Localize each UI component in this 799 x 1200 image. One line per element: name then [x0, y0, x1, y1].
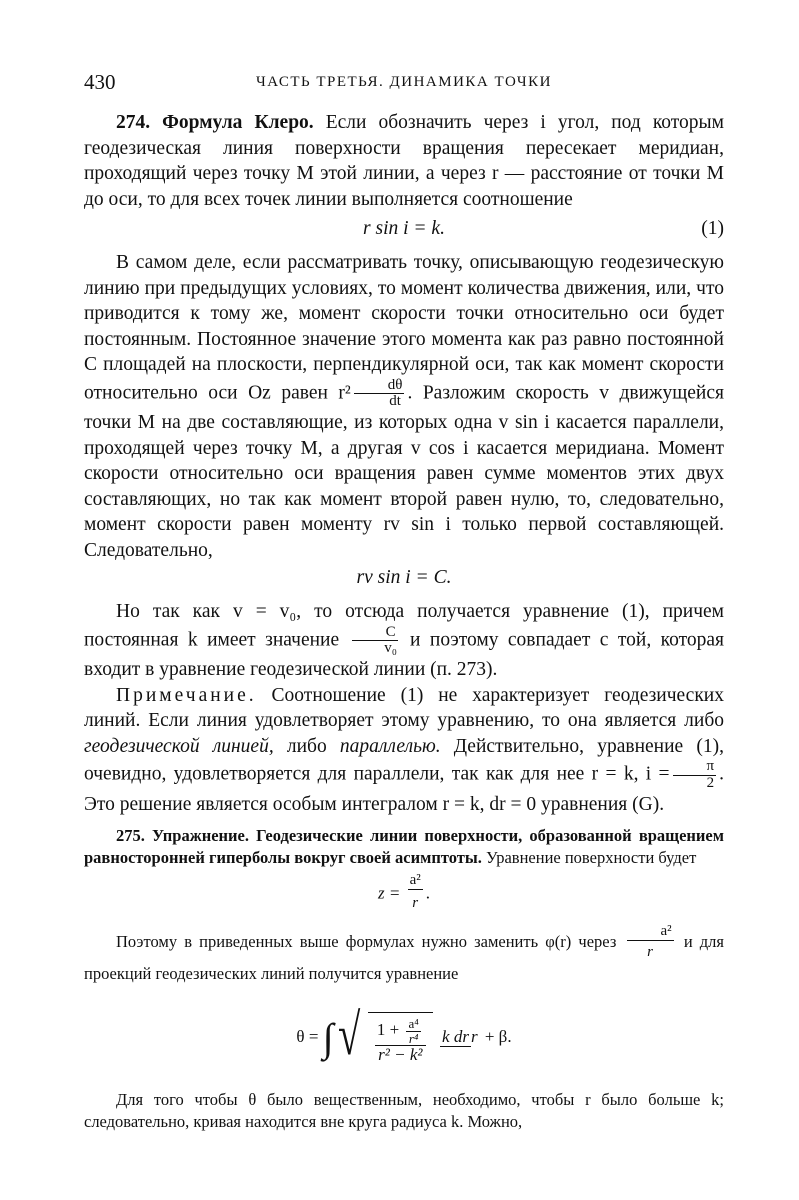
sec275-paragraph-3 [84, 1089, 724, 1133]
sec274-paragraph-2 [84, 250, 724, 563]
equation-1 [84, 216, 724, 242]
radical-sign: √ [337, 1001, 361, 1067]
sec275 [84, 825, 724, 1133]
pi-over-2-num: π [673, 759, 717, 776]
kdr-over-r-fraction [440, 1028, 478, 1047]
note-text-c: . Это решение является особым интегралом r = k, dr = 0 уравнения (G). [84, 763, 724, 815]
sec275-p2b: и для проекций геодезических линий получится уравнение [84, 931, 725, 983]
theta-eq-end: + β. [484, 1026, 512, 1046]
sec275-p1-text: Уравнение поверхности будет [485, 848, 697, 867]
a2-over-r-fraction [627, 924, 674, 963]
surface-eq-fraction [408, 873, 423, 916]
note-label: Примечание. [116, 684, 257, 706]
sec274-p3b: и поэтому совпадает с той, которая входит в уравнение геодезической линии (п. 273). [84, 629, 725, 680]
equation-2 [84, 565, 724, 591]
sec275-paragraph-2 [84, 924, 724, 985]
radicand [368, 1012, 433, 1063]
pi-over-2-den: 2 [706, 774, 715, 791]
equation-1-number: (1) [701, 218, 724, 239]
surface-equation [84, 873, 724, 916]
theta-eq-left: θ = [296, 1026, 319, 1046]
sec274-p3a: Но так как v = v₀, то отсюда получается уравнение (1), причем постоянная k имеет значение [84, 601, 724, 651]
sec274-p2b: . Разложим скорость v движущейся точки M на две составляющие, из которых одна v sin i касается параллели, проходящей через точку M, а другая v cos i касается меридиана. Момент скорости относительно оси вращения равен сумме моментов этих двух составляющих, но так как момент второй равен нулю, то, следовательно, момент скорости равен моменту rv sin i только первой составляющей. Следовательно, [84, 382, 724, 561]
pi-over-2-fraction [673, 759, 717, 792]
a2-over-r-num: a² [627, 924, 674, 941]
a4-over-r4-fraction [406, 1017, 420, 1045]
sec275-p3-text: Для того чтобы θ было вещественным, необходимо, чтобы r было больше k; следовательно, кривая находится вне круга радиуса k. Можно, [84, 1089, 724, 1131]
kdr-over-r-den: r [470, 1027, 478, 1047]
surface-eq-end: . [425, 883, 430, 903]
sec274-paragraph-1 [84, 110, 724, 212]
page-header [84, 70, 724, 96]
surface-eq-left: z = [378, 883, 401, 903]
radicand-one-plus: 1 + [376, 1020, 400, 1039]
integral-sign: ∫ [322, 1014, 334, 1060]
c-over-v0-fraction [352, 625, 398, 658]
radicand-denominator: r² − k² [378, 1045, 423, 1065]
sec275-paragraph-1 [84, 825, 724, 869]
theta-equation [84, 995, 724, 1079]
surface-eq-den: r [412, 894, 419, 911]
note-parallel: параллелью. [339, 735, 441, 757]
a4-over-r4-den: r⁴ [408, 1030, 419, 1046]
note-or: либо [286, 735, 327, 757]
dtheta-dt-num: dθ [354, 378, 405, 395]
sec274-paragraph-3 [84, 599, 724, 683]
sec274-p1-text: Если обозначить через i угол, под которым геодезическая линия поверхности вращения пересекает меридиан, проходящий через точку M этой линии, а через r — расстояние от точки M до оси, то для всех точек линии выполняется соотношение [84, 112, 724, 210]
running-title: ЧАСТЬ ТРЕТЬЯ. ДИНАМИКА ТОЧКИ [255, 74, 552, 90]
surface-eq-num: a² [409, 872, 421, 888]
kdr-over-r-num: k dr [442, 1027, 469, 1047]
equation-1-body: r sin i = k. [363, 218, 445, 239]
sec274-p2a: В самом деле, если рассматривать точку, описывающую геодезическую линию при предыдущих условиях, то момент количества движения, или, что приводится к тому же, момент скорости точки относительно оси будет постоянным. Постоянное значение этого момента как раз равно постоянной C площадей на плоскости, перпендикулярной оси, так как момент скорости относительно оси Oz равен r² [84, 252, 724, 404]
sec274-heading: 274. Формула Клеро. [116, 112, 314, 133]
note-geodesic: геодезической линией, [84, 735, 274, 757]
square-root [337, 1001, 433, 1067]
note-text-b: Действительно, уравнение (1), очевидно, удовлетворяется для параллели, так как для нее r = k, i = [84, 735, 724, 785]
note-text-a: Соотношение (1) не характеризует геодезических линий. Если линия удовлетворяет этому уравнению, то она является либо [84, 684, 724, 731]
page-number: 430 [84, 70, 116, 94]
a2-over-r-den: r [647, 943, 653, 960]
sec275-p2a: Поэтому в приведенных выше формулах нужно заменить φ(r) через [116, 931, 617, 951]
radicand-numerator [375, 1017, 426, 1046]
c-over-v0-den: v₀ [384, 640, 397, 657]
dtheta-dt-den: dt [389, 393, 401, 410]
main-text [84, 110, 724, 1133]
sec275-heading: 275. Упражнение. Геодезические линии поверхности, образованной вращением равносторонней гиперболы вокруг своей асимптоты. [84, 826, 724, 867]
sec274-note [84, 683, 724, 818]
a4-over-r4-num: a⁴ [408, 1015, 419, 1031]
c-over-v0-num: C [352, 625, 398, 642]
dtheta-dt-fraction [354, 378, 405, 411]
radicand-fraction [375, 1017, 426, 1063]
equation-2-body: rv sin i = C. [356, 567, 452, 588]
